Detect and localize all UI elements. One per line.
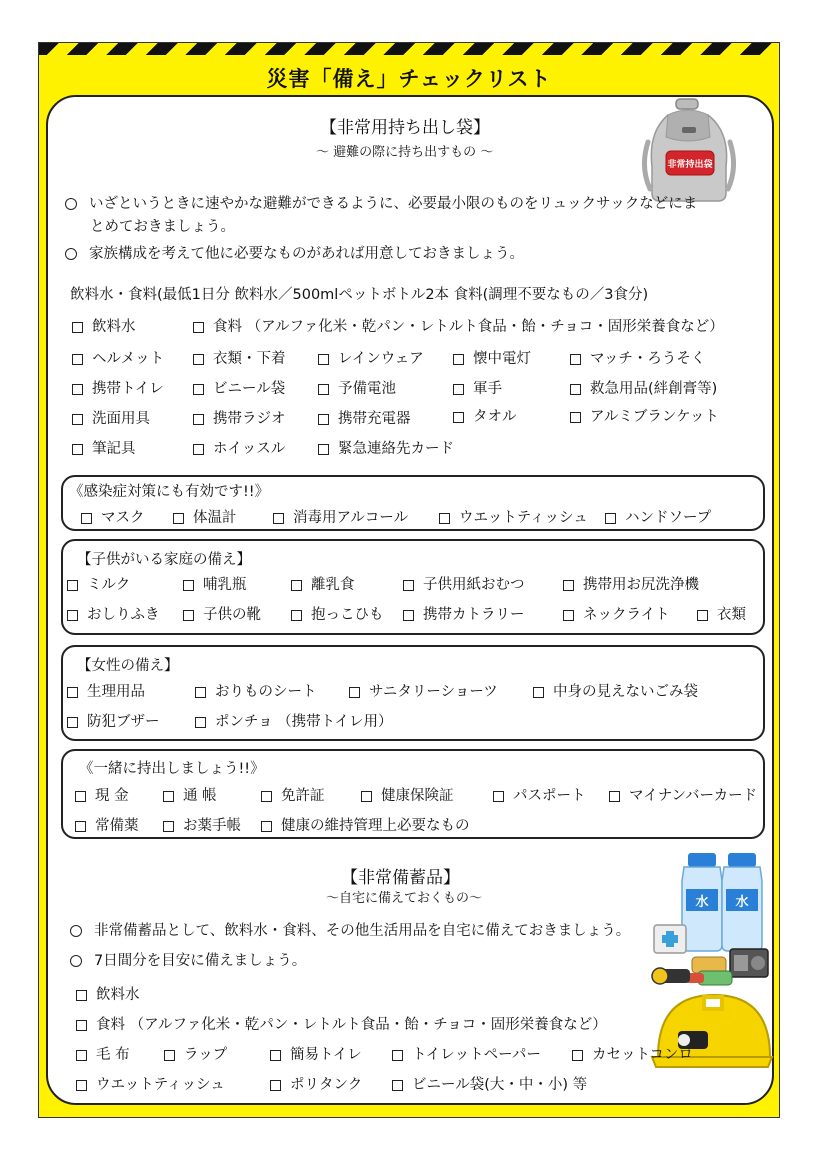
children-box [61, 539, 765, 635]
infection-item[interactable]: 消毒用アルコール [273, 506, 408, 527]
water-label: 水 [735, 895, 749, 910]
children-item[interactable]: 衣類 [697, 603, 746, 624]
children-item[interactable]: おしりふき [67, 603, 160, 624]
children-item[interactable]: 子供用紙おむつ [403, 573, 525, 594]
hazard-stripe [39, 43, 779, 55]
women-item[interactable]: 中身の見えないごみ袋 [533, 680, 698, 701]
children-heading: 【子供がいる家庭の備え】 [77, 552, 251, 568]
infection-item[interactable]: ウエットティッシュ [439, 506, 588, 527]
stock-item[interactable]: 飲料水 [76, 983, 140, 1004]
water-label: 水 [695, 895, 709, 910]
together-heading: 《一緒に持出しましょう!!》 [79, 761, 265, 777]
women-item[interactable]: 防犯ブザー [67, 710, 160, 731]
stock-bullet-1: 非常備蓄品として、飲料水・食料、その他生活用品を自宅に備えておきましょう。 [70, 919, 630, 940]
stock-item[interactable]: 毛 布 [76, 1043, 130, 1064]
bag-item[interactable]: 携帯充電器 [318, 407, 411, 428]
infection-item[interactable]: マスク [81, 506, 145, 527]
together-item[interactable]: お薬手帳 [163, 814, 241, 835]
bag-item[interactable]: ビニール袋 [193, 377, 285, 398]
bag-item[interactable]: 携帯ラジオ [193, 407, 286, 428]
infection-heading: 《感染症対策にも有効です!!》 [69, 484, 270, 500]
bag-bullet-1-cont: とめておきましょう。 [90, 219, 235, 235]
bag-item[interactable]: マッチ・ろうそく [570, 347, 705, 368]
children-item[interactable]: 子供の靴 [183, 603, 261, 624]
bag-bullet-1: いざというときに速やかな避難ができるように、必要最小限のものをリュックサックなどにま [65, 192, 697, 213]
stock-item[interactable]: ポリタンク [270, 1073, 362, 1094]
stock-heading: 【非常備蓄品】 [341, 868, 460, 888]
bag-item[interactable]: 洗面用具 [72, 407, 150, 428]
together-box [61, 749, 765, 839]
together-item[interactable]: 免許証 [261, 784, 325, 805]
content-panel [46, 95, 774, 1105]
children-item[interactable]: 携帯用お尻洗浄機 [563, 573, 699, 594]
together-item[interactable]: 健康の維持管理上必要なもの [261, 814, 470, 835]
children-item[interactable]: 携帯カトラリー [403, 603, 525, 624]
stock-item[interactable]: 食料 （アルファ化米・乾パン・レトルト食品・飴・チョコ・固形栄養食など） [76, 1013, 607, 1034]
bag-item[interactable]: 予備電池 [318, 377, 396, 398]
together-item[interactable]: パスポート [493, 784, 586, 805]
infection-item[interactable]: ハンドソープ [605, 506, 711, 527]
infection-box [61, 475, 765, 531]
women-heading: 【女性の備え】 [77, 658, 179, 674]
children-item[interactable]: ネックライト [563, 603, 670, 624]
stock-item[interactable]: ビニール袋(大・中・小) 等 [392, 1073, 587, 1094]
together-item[interactable]: マイナンバーカード [609, 784, 757, 805]
bag-heading: 【非常用持ち出し袋】 [320, 118, 490, 138]
bag-item[interactable]: 食料 （アルファ化米・乾パン・レトルト食品・飴・チョコ・固形栄養食など） [193, 315, 724, 336]
stock-subheading: ～自宅に備えておくもの～ [326, 891, 483, 906]
bag-item[interactable]: 衣類・下着 [193, 347, 286, 368]
page-title: 災害「備え」チェックリスト [266, 67, 552, 91]
bag-item[interactable]: 緊急連絡先カード [318, 437, 454, 458]
bag-item[interactable]: 携帯トイレ [72, 377, 164, 398]
bag-item[interactable]: タオル [453, 405, 517, 426]
bag-item[interactable]: アルミブランケット [570, 405, 719, 426]
together-item[interactable]: 通 帳 [163, 784, 217, 805]
children-item[interactable]: 抱っこひも [291, 603, 384, 624]
women-box [61, 645, 765, 741]
together-item[interactable]: 常備薬 [75, 814, 139, 835]
bag-item[interactable]: レインウェア [318, 347, 424, 368]
stock-item[interactable]: ラップ [164, 1043, 227, 1064]
backpack-icon [638, 97, 748, 205]
bag-item[interactable]: 軍手 [453, 377, 502, 398]
stock-item[interactable]: トイレットペーパー [392, 1043, 541, 1064]
women-item[interactable]: サニタリーショーツ [349, 680, 498, 701]
women-item[interactable]: おりものシート [195, 680, 317, 701]
bag-item[interactable]: 飲料水 [72, 315, 136, 336]
bag-bullet-2: 家族構成を考えて他に必要なものがあれば用意しておきましょう。 [65, 242, 524, 263]
children-item[interactable]: 哺乳瓶 [183, 573, 247, 594]
bag-item[interactable]: 救急用品(絆創膏等) [570, 377, 717, 398]
bag-note: 飲料水・食料(最低1日分 飲料水／500mlペットボトル2本 食料(調理不要なもの／3食分) [70, 287, 649, 303]
bag-label: 非常持出袋 [667, 160, 713, 170]
children-item[interactable]: 離乳食 [291, 573, 355, 594]
bag-item[interactable]: 懐中電灯 [453, 347, 531, 368]
stock-item[interactable]: カセットコンロ [572, 1043, 693, 1064]
bag-item[interactable]: 筆記具 [72, 437, 136, 458]
infection-item[interactable]: 体温計 [173, 506, 237, 527]
bag-item[interactable]: ホイッスル [193, 437, 285, 458]
women-item[interactable]: ポンチョ （携帯トイレ用） [195, 710, 392, 731]
together-item[interactable]: 健康保険証 [361, 784, 454, 805]
together-item[interactable]: 現 金 [75, 784, 129, 805]
women-item[interactable]: 生理用品 [67, 680, 145, 701]
stock-item[interactable]: ウエットティッシュ [76, 1073, 225, 1094]
children-item[interactable]: ミルク [67, 573, 130, 594]
page-frame [38, 42, 780, 1118]
stock-item[interactable]: 簡易トイレ [270, 1043, 362, 1064]
bag-subheading: ～ 避難の際に持ち出すもの ～ [316, 145, 494, 160]
stock-bullet-2: 7日間分を目安に備えましょう。 [70, 949, 306, 970]
bag-item[interactable]: ヘルメット [72, 347, 164, 368]
